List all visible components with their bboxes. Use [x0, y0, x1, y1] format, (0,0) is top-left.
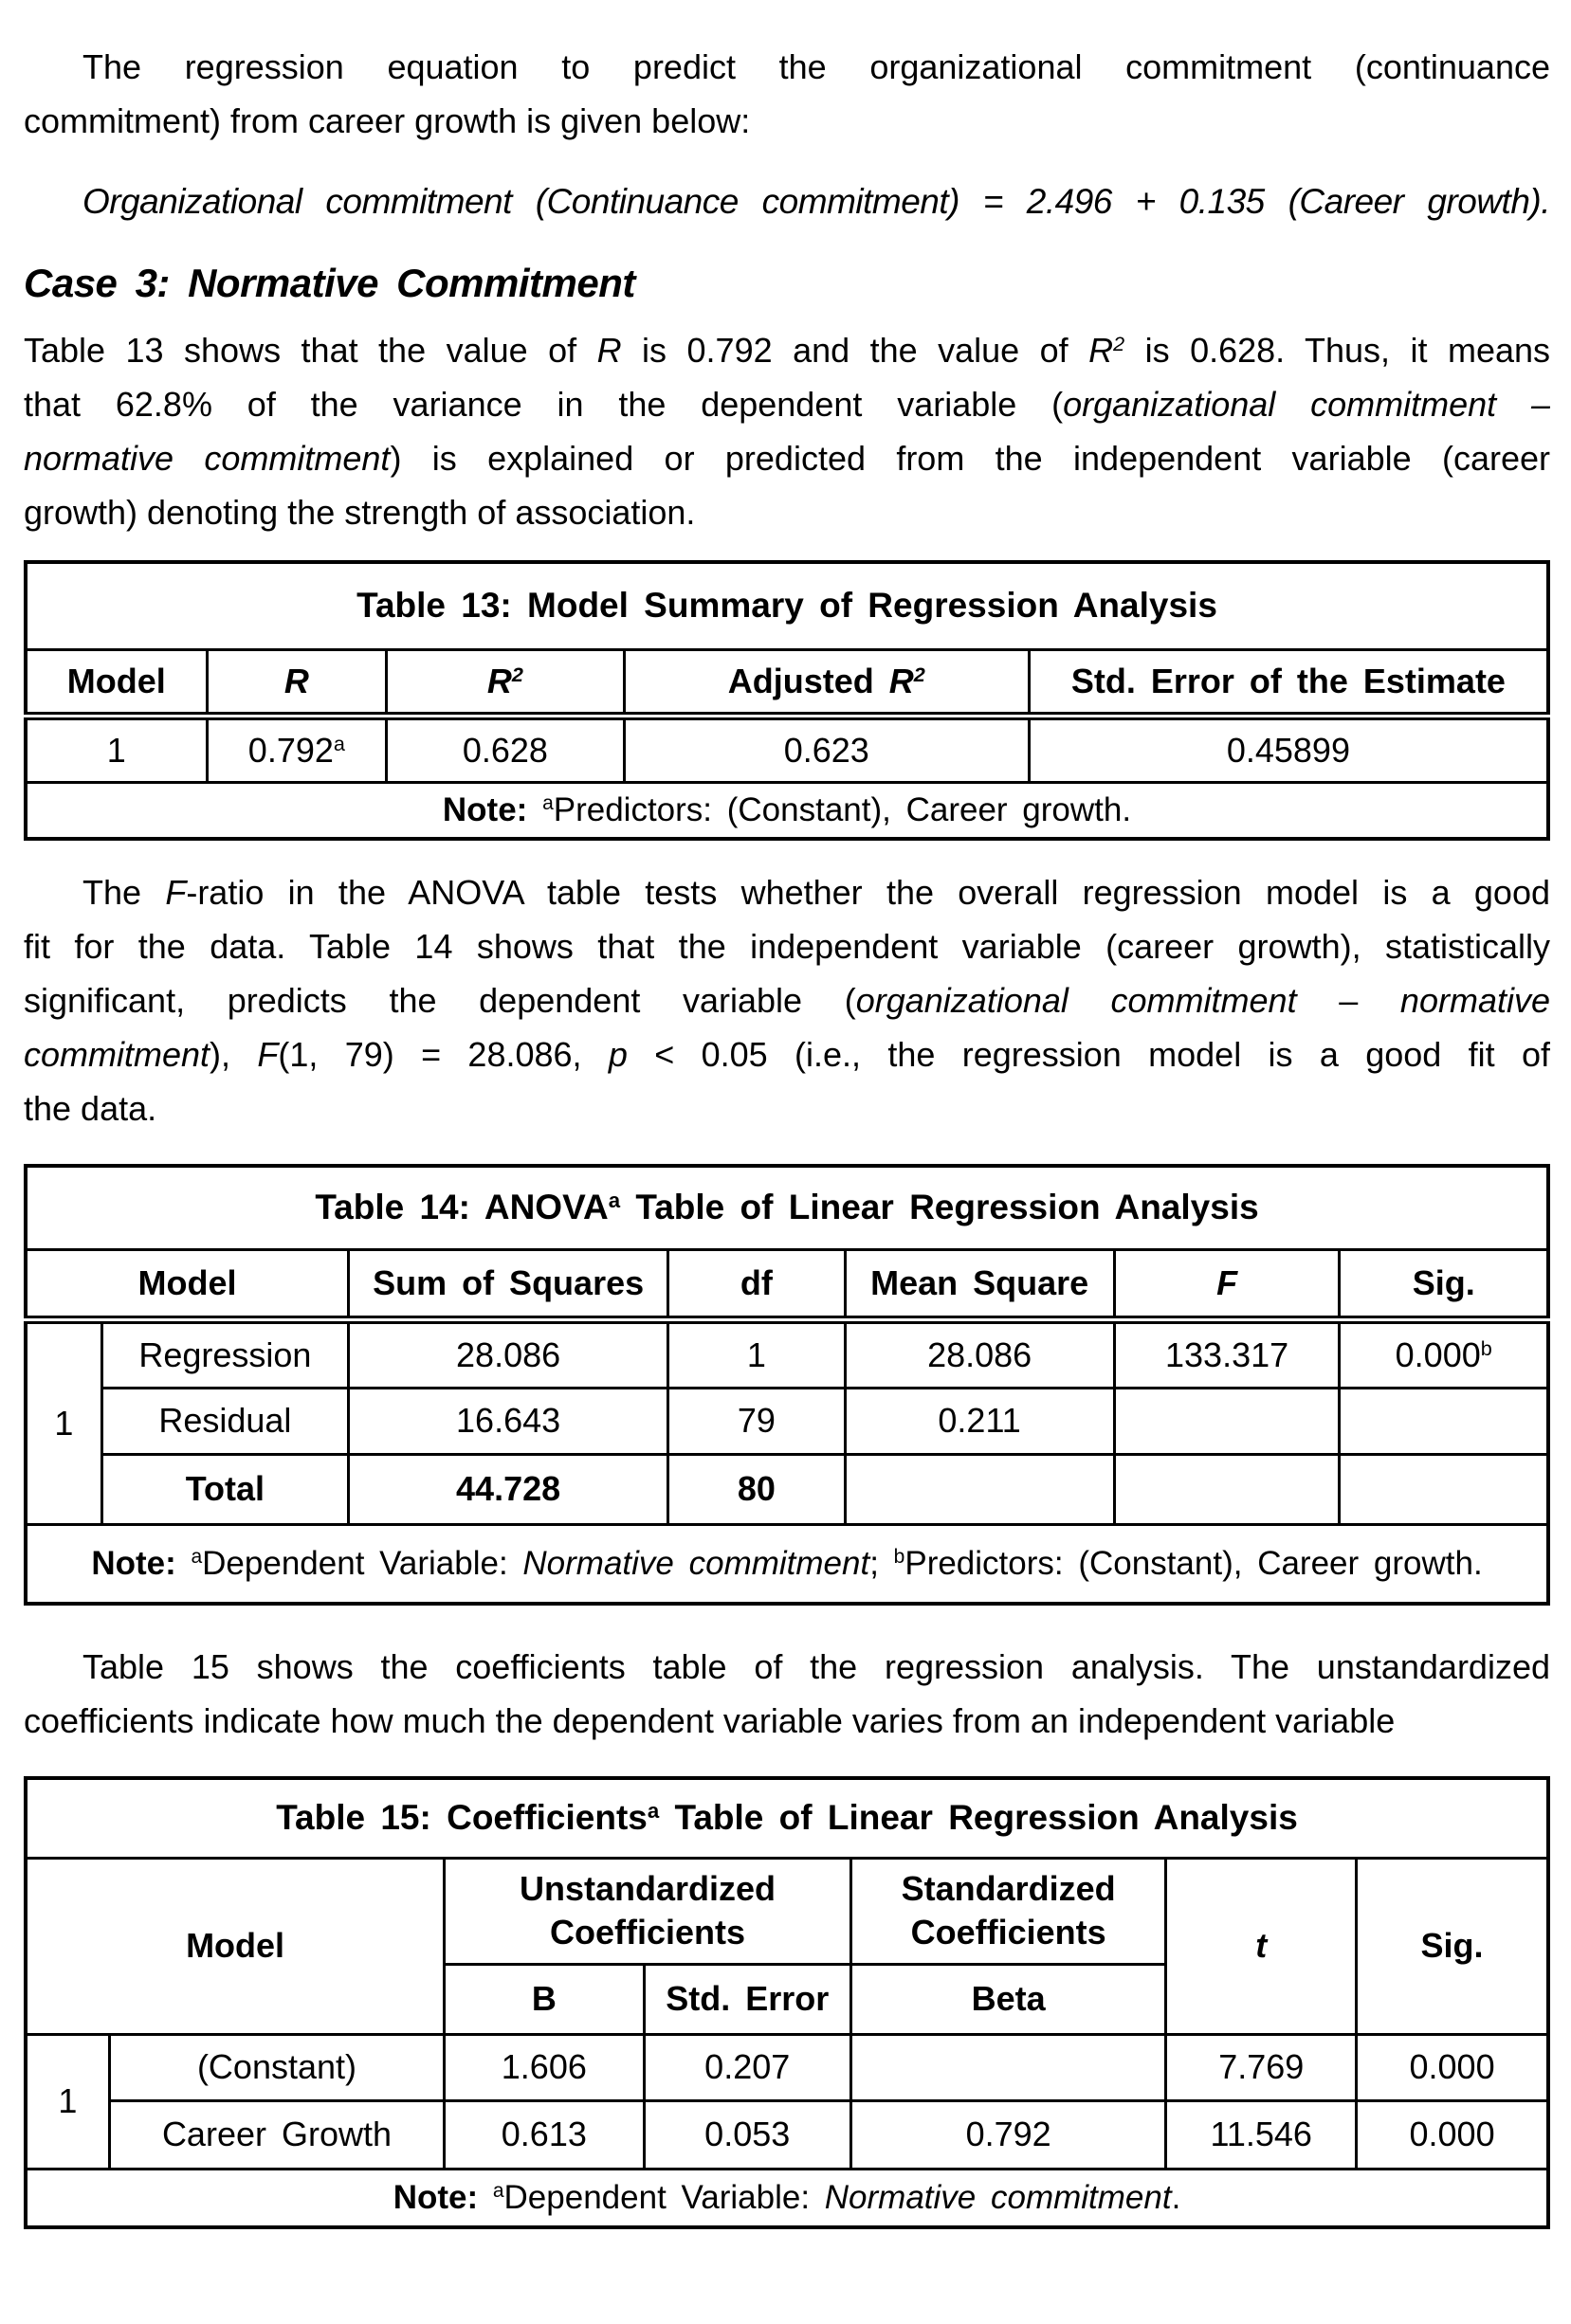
- cell-total-f: [1114, 1454, 1340, 1524]
- text-segment: Table of Linear Regression Analysis: [659, 1798, 1298, 1838]
- table-note-row: [26, 1524, 1548, 1604]
- text-segment: df: [740, 1262, 773, 1302]
- header-t: [1166, 1858, 1357, 2034]
- text-segment: R: [596, 331, 622, 370]
- text-segment: Table 15: Coefficients: [276, 1798, 648, 1838]
- text-segment: Model: [137, 1262, 237, 1302]
- text-segment: organizational commitment: [855, 981, 1297, 1020]
- table-row: [26, 1778, 1548, 1858]
- text-segment: The: [82, 873, 166, 912]
- cell-regression-label: Regression: [101, 1319, 348, 1388]
- header-unstandardized-coefficients: [445, 1858, 851, 1964]
- table-note-row: [26, 2169, 1548, 2227]
- text-segment: the data.: [24, 1089, 157, 1128]
- text-segment: ;: [869, 1544, 894, 1582]
- cell-constant-std-error: 0.207: [644, 2034, 850, 2100]
- header-r: [207, 649, 387, 716]
- table-13-note: [26, 782, 1548, 839]
- table-13-title: [26, 562, 1548, 649]
- cell-regression-mean-square: 28.086: [845, 1319, 1114, 1388]
- table-14-anova: [24, 1164, 1550, 1606]
- paragraph-regression-equation-intro: [24, 40, 1550, 148]
- cell-regression-f: 133.317: [1114, 1319, 1340, 1388]
- text-segment: Std. Error of the Estimate: [1070, 661, 1506, 700]
- text-segment: significant, predicts the dependent variable (: [24, 981, 856, 1020]
- table-14-note: [26, 1524, 1548, 1604]
- text-segment: Predictors: (Constant), Career growth.: [553, 790, 1132, 828]
- header-std-error-estimate: [1029, 649, 1548, 716]
- header-beta: [850, 1964, 1165, 2034]
- text-segment: Mean Square: [870, 1262, 1089, 1302]
- text-segment: Std. Error: [666, 1979, 830, 2018]
- cell-residual-f: [1114, 1388, 1340, 1454]
- text-segment: 2: [511, 662, 523, 686]
- text-segment: B: [531, 1979, 557, 2018]
- text-segment: Dependent Variable:: [503, 2178, 825, 2216]
- cell-career-growth-beta: 0.792: [850, 2100, 1165, 2169]
- text-segment: R: [486, 661, 512, 700]
- regression-equation: [24, 174, 1550, 228]
- cell-residual-sig: [1340, 1388, 1548, 1454]
- header-std-error: [644, 1964, 850, 2034]
- table-row: [26, 1166, 1548, 1249]
- cell-regression-sum-squares: 28.086: [348, 1319, 667, 1388]
- cell-constant-beta: [850, 2034, 1165, 2100]
- text-segment: a: [191, 1546, 203, 1569]
- header-model: [26, 649, 207, 716]
- cell-career-growth-sig: 0.000: [1357, 2100, 1548, 2169]
- text-segment: Note:: [442, 790, 543, 828]
- text-segment: a: [542, 792, 554, 815]
- cell-r-squared-value: 0.628: [387, 716, 625, 782]
- text-segment: a: [608, 1189, 621, 1213]
- header-b: [445, 1964, 644, 2034]
- paragraph-anova-description: [24, 865, 1550, 1135]
- text-segment: commitment: [24, 1035, 210, 1074]
- text-segment: Model: [186, 1926, 285, 1965]
- cell-model-number: 1: [26, 716, 207, 782]
- text-segment: Unstandardized Coefficients: [520, 1869, 776, 1952]
- text-segment: F: [1216, 1262, 1238, 1302]
- text-segment: growth) denoting the strength of association.: [24, 493, 696, 532]
- table-13-model-summary: [24, 560, 1550, 841]
- text-segment: -ratio in the ANOVA table tests whether the overall regression model is a good: [186, 873, 1550, 912]
- cell-total-df: 80: [668, 1454, 845, 1524]
- text-segment: b: [1480, 1335, 1492, 1360]
- text-segment: Sig.: [1420, 1926, 1484, 1965]
- cell-career-growth-std-error: 0.053: [644, 2100, 850, 2169]
- text-segment: ) is explained or predicted from the independent variable (career: [390, 439, 1550, 478]
- header-df: [668, 1249, 845, 1319]
- table-14-title: [26, 1166, 1548, 1249]
- cell-constant-t: 7.769: [1166, 2034, 1357, 2100]
- table-15-coefficients: [24, 1776, 1550, 2229]
- text-segment: normative: [1399, 981, 1550, 1020]
- text-segment: .: [1171, 2178, 1181, 2216]
- cell-model-number: 1: [26, 1319, 101, 1524]
- table-row-career-growth: [26, 2100, 1548, 2169]
- text-segment: Beta: [971, 1979, 1046, 2018]
- text-segment: Table 13: Model Summary of Regression Analysis: [356, 586, 1217, 626]
- cell-model-number: 1: [26, 2034, 109, 2169]
- text-line: [24, 1081, 1550, 1135]
- header-f: [1114, 1249, 1340, 1319]
- table-header-row: [26, 1249, 1548, 1319]
- cell-residual-label: Residual: [101, 1388, 348, 1454]
- text-segment: commitment) from career growth is given below:: [24, 101, 751, 140]
- text-segment: that 62.8% of the variance in the dependent variable (: [24, 385, 1064, 424]
- cell-constant-b: 1.606: [445, 2034, 644, 2100]
- table-row-residual: [26, 1388, 1548, 1454]
- table-header-row: [26, 1858, 1548, 1964]
- text-line: [24, 377, 1550, 431]
- text-segment: a: [333, 731, 345, 755]
- cell-constant-label: (Constant): [109, 2034, 444, 2100]
- text-segment: Organizational commitment (Continuance commitment) = 2.496 + 0.135 (Career growth).: [82, 182, 1550, 221]
- table-row-total: [26, 1454, 1548, 1524]
- text-segment: is 0.792 and the value of: [621, 331, 1089, 370]
- table-row: [26, 562, 1548, 649]
- cell-residual-sum-squares: 16.643: [348, 1388, 667, 1454]
- text-segment: F: [257, 1035, 279, 1074]
- cell-total-sum-squares: 44.728: [348, 1454, 667, 1524]
- cell-total-mean-square: [845, 1454, 1114, 1524]
- text-segment: 2: [1113, 332, 1125, 356]
- text-segment: normative commitment: [24, 439, 391, 478]
- text-line: [24, 865, 1550, 919]
- text-segment: F: [165, 873, 187, 912]
- table-row-constant: [26, 2034, 1548, 2100]
- text-segment: Sig.: [1412, 1262, 1475, 1302]
- table-row: [26, 716, 1548, 782]
- text-segment: Dependent Variable:: [202, 1544, 523, 1582]
- cell-constant-sig: 0.000: [1357, 2034, 1548, 2100]
- paragraph-table13-description: [24, 323, 1550, 539]
- text-segment: Model: [66, 661, 166, 700]
- text-segment: Table 15 shows the coefficients table of the regression analysis. The unstandardized: [82, 1647, 1550, 1686]
- text-segment: Table 13 shows that the value of: [24, 331, 597, 370]
- text-segment: 0.792: [247, 730, 334, 770]
- cell-career-growth-t: 11.546: [1166, 2100, 1357, 2169]
- text-segment: R: [888, 661, 914, 700]
- header-r-squared: [387, 649, 625, 716]
- text-line: [24, 431, 1550, 485]
- text-line: [24, 919, 1550, 973]
- text-line: [24, 40, 1550, 94]
- text-segment: ),: [210, 1035, 258, 1074]
- table-15-title: [26, 1778, 1548, 1858]
- text-segment: organizational commitment –: [1063, 385, 1550, 424]
- table-note-row: [26, 782, 1548, 839]
- cell-career-growth-b: 0.613: [445, 2100, 644, 2169]
- cell-regression-df: 1: [668, 1319, 845, 1388]
- text-segment: Adjusted: [727, 661, 889, 700]
- text-line: [24, 1027, 1550, 1081]
- text-segment: Normative commitment: [522, 1544, 870, 1582]
- table-15-note: [26, 2169, 1548, 2227]
- text-segment: 2: [913, 662, 925, 686]
- text-segment: Standardized Coefficients: [901, 1869, 1116, 1952]
- table-row-regression: [26, 1319, 1548, 1388]
- header-model: [26, 1858, 445, 2034]
- text-line: [24, 1694, 1550, 1748]
- header-mean-square: [845, 1249, 1114, 1319]
- text-segment: (1, 79) = 28.086,: [278, 1035, 609, 1074]
- cell-adjusted-r-squared-value: 0.623: [624, 716, 1029, 782]
- text-segment: Note:: [393, 2178, 493, 2216]
- cell-residual-mean-square: 0.211: [845, 1388, 1114, 1454]
- text-segment: Sum of Squares: [373, 1262, 645, 1302]
- cell-total-sig: [1340, 1454, 1548, 1524]
- cell-std-error-value: 0.45899: [1029, 716, 1548, 782]
- text-segment: a: [492, 2180, 504, 2203]
- header-standardized-coefficients: [850, 1858, 1165, 1964]
- cell-career-growth-label: Career Growth: [109, 2100, 444, 2169]
- text-segment: t: [1255, 1926, 1268, 1965]
- text-line: [24, 1640, 1550, 1694]
- header-model: [26, 1249, 348, 1319]
- text-segment: R: [1088, 331, 1114, 370]
- text-segment: is 0.628. Thus, it means: [1124, 331, 1550, 370]
- text-segment: Note:: [91, 1544, 192, 1582]
- text-segment: p: [608, 1035, 628, 1074]
- text-segment: coefficients indicate how much the dependent variable varies from an independent variable: [24, 1701, 1396, 1740]
- text-segment: Table 14: ANOVA: [315, 1188, 609, 1227]
- table-header-row: [26, 649, 1548, 716]
- heading-case-3-normative-commitment: Case 3: Normative Commitment: [24, 261, 635, 305]
- text-segment: Normative commitment: [824, 2178, 1172, 2216]
- cell-residual-df: 79: [668, 1388, 845, 1454]
- cell-regression-sig: [1340, 1319, 1548, 1388]
- header-sig: [1340, 1249, 1548, 1319]
- text-line: [24, 485, 1550, 539]
- cell-r-value: [207, 716, 387, 782]
- text-line: [24, 323, 1550, 377]
- text-line: [24, 94, 1550, 148]
- text-segment: Predictors: (Constant), Career growth.: [904, 1544, 1483, 1582]
- text-segment: 0.000: [1395, 1334, 1481, 1374]
- text-segment: The regression equation to predict the organizational commitment (continuance: [82, 47, 1550, 86]
- text-segment: b: [893, 1546, 905, 1569]
- cell-total-label: Total: [101, 1454, 348, 1524]
- header-sig: [1357, 1858, 1548, 2034]
- text-segment: R: [283, 661, 309, 700]
- text-segment: fit for the data. Table 14 shows that the independent variable (career growth), statistically: [24, 927, 1550, 966]
- text-segment: Table of Linear Regression Analysis: [620, 1188, 1259, 1227]
- text-segment: < 0.05 (i.e., the regression model is a good fit of: [627, 1035, 1550, 1074]
- paragraph-coefficients-description: [24, 1640, 1550, 1748]
- text-segment: –: [1296, 981, 1400, 1020]
- text-line: [24, 973, 1550, 1027]
- text-line: [24, 174, 1550, 228]
- text-segment: a: [647, 1799, 660, 1824]
- header-sum-of-squares: [348, 1249, 667, 1319]
- header-adjusted-r-squared: [624, 649, 1029, 716]
